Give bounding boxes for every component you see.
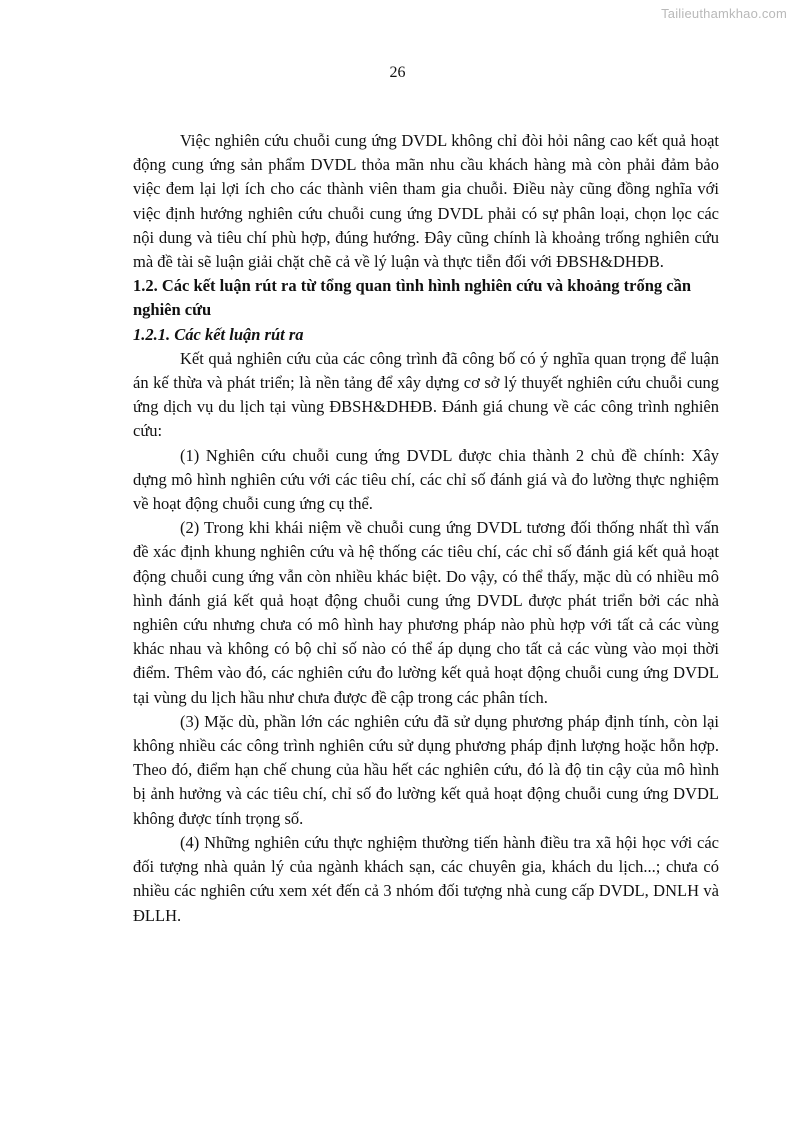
- document-body: [133, 129, 719, 928]
- paragraph-point-3: (3) Mặc dù, phần lớn các nghiên cứu đã sử dụng phương pháp định tính, còn lại không nhiều các công trình nghiên cứu sử dụng phương pháp định lượng hoặc hỗn hợp. Theo đó, điểm hạn chế chung của hầu hết các nghiên cứu, đó là độ tin cậy của mô hình bị ảnh hưởng và các tiêu chí, chỉ số đo lường kết quả hoạt động chuỗi cung ứng DVDL không được tính trọng số.: [133, 711, 719, 828]
- section-heading: 1.2. Các kết luận rút ra từ tổng quan tình hình nghiên cứu và khoảng trống cần nghiên cứu: [133, 276, 691, 320]
- paragraph-summary: Kết quả nghiên cứu của các công trình đã công bố có ý nghĩa quan trọng để luận án kế thừa và phát triển; là nền tảng để xây dựng cơ sở lý thuyết nghiên cứu chuỗi cung ứng dịch vụ du lịch tại vùng ĐBSH&DHĐB. Đánh giá chung về các công trình nghiên cứu:: [133, 348, 719, 441]
- subsection-heading: 1.2.1. Các kết luận rút ra: [133, 324, 304, 344]
- paragraph-point-1: (1) Nghiên cứu chuỗi cung ứng DVDL được chia thành 2 chủ đề chính: Xây dựng mô hình nghiên cứu với các tiêu chí, các chỉ số đánh giá và đo lường thực nghiệm về hoạt động chuỗi cung ứng cụ thể.: [133, 445, 719, 514]
- paragraph-point-4: (4) Những nghiên cứu thực nghiệm thường tiến hành điều tra xã hội học với các đối tượng nhà quản lý của ngành khách sạn, các chuyên gia, khách du lịch...; chưa có nhiều các nghiên cứu xem xét đến cả 3 nhóm đối tượng nhà cung cấp DVDL, DNLH và ĐLLH.: [133, 832, 719, 925]
- watermark-text: Tailieuthamkhao.com: [661, 6, 787, 21]
- paragraph-point-2: (2) Trong khi khái niệm về chuỗi cung ứng DVDL tương đối thống nhất thì vấn đề xác định khung nghiên cứu và hệ thống các tiêu chí, các chỉ số đánh giá kết quả hoạt động chuỗi cung ứng vẫn còn nhiều khác biệt. Do vậy, có thể thấy, mặc dù có nhiều mô hình đánh giá kết quả hoạt động chuỗi cung ứng DVDL được phát triển bởi các nhà nghiên cứu nhưng chưa có mô hình hay phương pháp nào phù hợp với tất cả các vùng khác nhau và không có bộ chỉ số nào có thể áp dụng cho tất cả các vùng vào mọi thời điểm. Thêm vào đó, các nghiên cứu đo lường kết quả hoạt động chuỗi cung ứng DVDL tại vùng du lịch hầu như chưa được đề cập trong các phân tích.: [133, 518, 719, 707]
- paragraph-intro: Việc nghiên cứu chuỗi cung ứng DVDL không chỉ đòi hỏi nâng cao kết quả hoạt động cung ứng sản phẩm DVDL thỏa mãn nhu cầu khách hàng mà còn phải đảm bảo việc đem lại lợi ích cho các thành viên tham gia chuỗi. Điều này cũng đồng nghĩa với việc định hướng nghiên cứu chuỗi cung ứng DVDL phải có sự phân loại, chọn lọc các nội dung và tiêu chí phù hợp, đúng hướng. Đây cũng chính là khoảng trống nghiên cứu mà đề tài sẽ luận giải chặt chẽ cả về lý luận và thực tiễn đối với ĐBSH&DHĐB.: [133, 131, 719, 272]
- page-number: 26: [389, 64, 406, 81]
